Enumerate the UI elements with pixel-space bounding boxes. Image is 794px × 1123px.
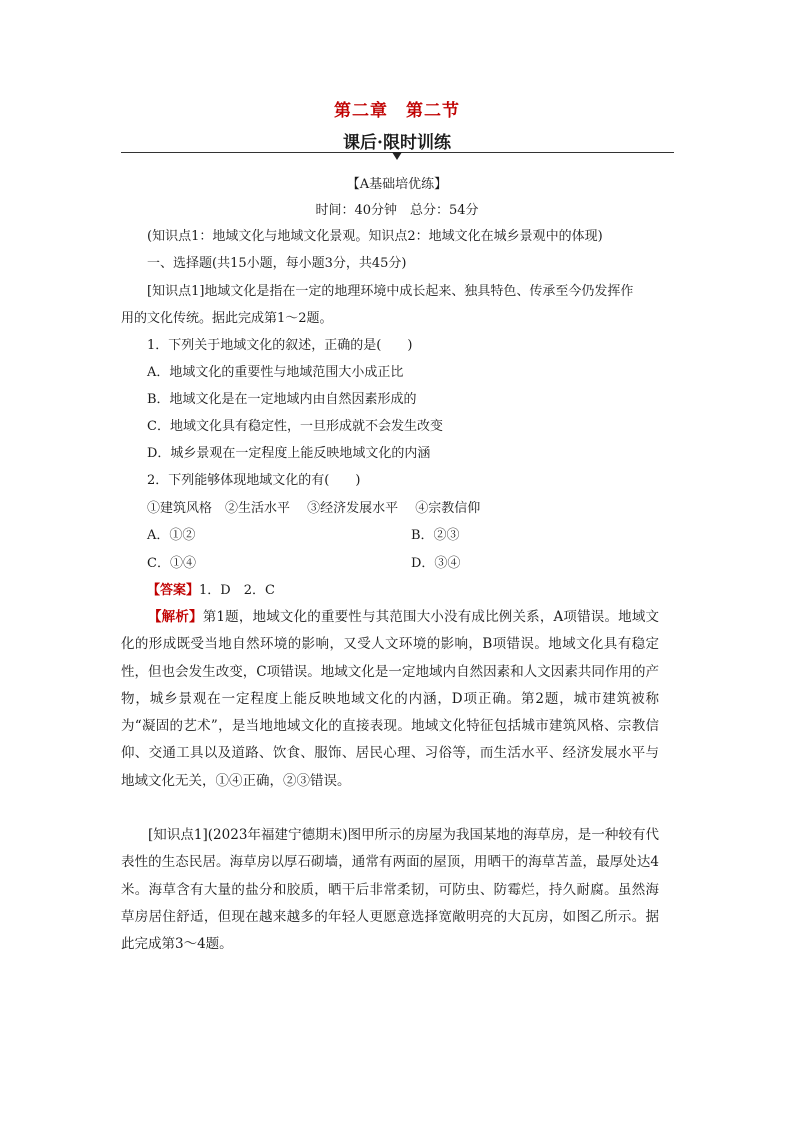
q1-option-c: C．地域文化具有稳定性，一旦形成就不会发生改变: [147, 419, 443, 434]
analysis-text: 第1题，地域文化的重要性与其范围大小没有成比例关系，A项错误。地域文化的形成既受当地自然环境的影响，又受人文环境的影响，B项错误。地域文化具有稳定性，但也会发生改变，C项错误。地域文化是一定地域内自然因素和人文因素共同作用的产物，城乡景观在一定程度上能反映地域文化的内涵，D项正确。第2题，城市建筑被称为“凝固的艺术”，是当地地域文化的直接表现。地域文化特征包括城市建筑风格、宗教信仰、交通工具以及道路、饮食、服饰、居民心理、习俗等，而生活水平、经济发展水平与地域文化无关，①④正确，②③错误。: [121, 609, 660, 789]
q1-option-d: D．城乡景观在一定程度上能反映地域文化的内涵: [147, 446, 431, 461]
chapter-title: 第二章 第二节: [334, 101, 460, 121]
answer-label: 【答案】: [147, 583, 200, 598]
q2-option-b: B．②③: [411, 528, 460, 543]
material2-paragraph: [知识点1](2023年福建宁德期末)图甲所示的房屋为我国某地的海草房，是一种较有代表性的生态民居。海草房以厚石砌墙，通常有两面的屋顶，用晒干的海草苫盖，最厚处达4米。海草含有大量的盐分和胶质，晒干后非常柔韧，可防虫、防霉烂，持久耐腐。虽然海草房居住舒适，但现在越来越多的年轻人更愿意选择宽敞明亮的大瓦房，如图乙所示。据此完成第3～4题。: [121, 827, 659, 953]
analysis-label: 【解析】: [148, 609, 203, 625]
analysis-paragraph: [121, 604, 659, 795]
page-subtitle: 课后·限时训练: [343, 133, 451, 153]
q1-option-b: B．地域文化是在一定地域内由自然因素形成的: [147, 392, 417, 407]
q1-option-a: A．地域文化的重要性与地域范围大小成正比: [147, 365, 404, 380]
q1-stem: 1．下列关于地域文化的叙述，正确的是( ): [147, 338, 413, 353]
material1-line1: [知识点1]地域文化是指在一定的地理环境中成长起来、独具特色、传承至今仍发挥作: [147, 284, 634, 299]
answer-text: 1．D 2．C: [199, 583, 275, 598]
part-heading: 一、选择题(共15小题，每小题3分，共45分): [147, 256, 407, 271]
section-tag: 【A基础培优练】: [346, 177, 448, 192]
q2-option-a: A．①②: [147, 528, 196, 543]
q2-items: ①建筑风格 ②生活水平 ③经济发展水平 ④宗教信仰: [147, 501, 481, 516]
knowledge-points: (知识点1：地域文化与地域文化景观。知识点2：地域文化在城乡景观中的体现): [147, 229, 603, 244]
q2-stem: 2．下列能够体现地域文化的有( ): [147, 473, 361, 488]
material1-line2: 用的文化传统。据此完成第1～2题。: [121, 311, 333, 326]
q2-option-c: C．①④: [147, 556, 196, 571]
q2-option-d: D．③④: [411, 556, 461, 571]
triangle-marker-icon: [392, 152, 402, 160]
answer-line: [147, 583, 275, 599]
time-info: 时间：40分钟 总分：54分: [315, 203, 479, 218]
